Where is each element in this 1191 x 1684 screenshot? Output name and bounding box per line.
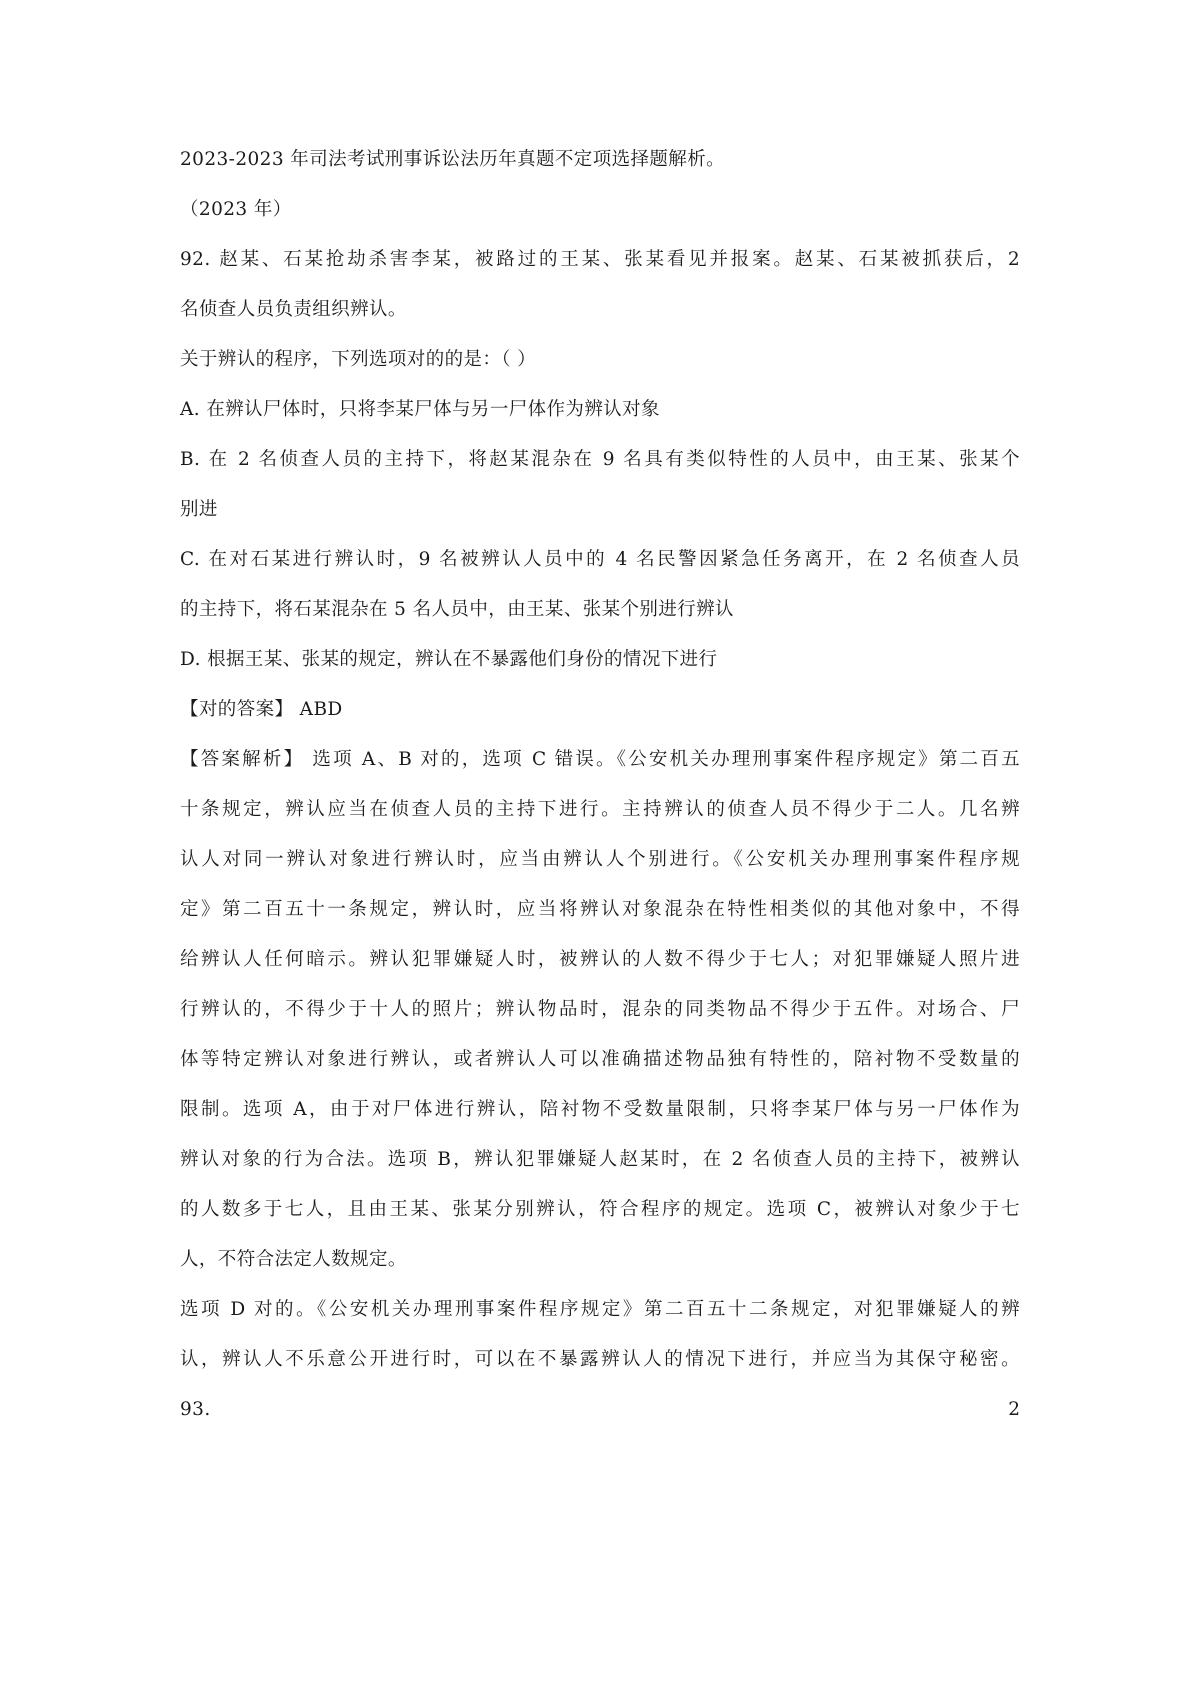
analysis-line-11: 人，不符合法定人数规定。 <box>180 1249 407 1270</box>
analysis-line-9: 辨认对象的行为合法。选项 B，辨认犯罪嫌疑人赵某时，在 2 名侦查人员的主持下，被辨认 <box>180 1149 1020 1170</box>
correct-answer: 【对的答案】 ABD <box>180 699 343 720</box>
year-heading: （2023 年） <box>180 199 292 220</box>
question-text-line-1: 92. 赵某、石某抢劫杀害李某，被路过的王某、张某看见并报案。赵某、石某被抓获后，2 <box>180 249 1020 270</box>
option-b-line-2: 别进 <box>180 499 218 520</box>
analysis-line-8: 限制。选项 A，由于对尸体进行辨认，陪衬物不受数量限制，只将李某尸体与另一尸体作为 <box>180 1099 1020 1120</box>
next-question-number: 93. <box>180 1399 211 1420</box>
option-d-explanation-line-2: 认，辨认人不乐意公开进行时，可以在不暴露辨认人的情况下进行，并应当为其保守秘密。 <box>180 1349 1020 1370</box>
analysis-line-7: 体等特定辨认对象进行辨认，或者辨认人可以准确描述物品独有特性的，陪衬物不受数量的 <box>180 1049 1020 1070</box>
analysis-line-6: 行辨认的，不得少于十人的照片；辨认物品时，混杂的同类物品不得少于五件。对场合、尸 <box>180 999 1020 1020</box>
analysis-line-1: 【答案解析】 选项 A、B 对的，选项 C 错误。《公安机关办理刑事案件程序规定》第二百五 <box>180 749 1020 770</box>
option-c-line-1: C. 在对石某进行辨认时，9 名被辨认人员中的 4 名民警因紧急任务离开，在 2 名侦查人员 <box>180 549 1020 570</box>
option-a: A. 在辨认尸体时，只将李某尸体与另一尸体作为辨认对象 <box>180 399 660 420</box>
analysis-line-3: 认人对同一辨认对象进行辨认时，应当由辨认人个别进行。《公安机关办理刑事案件程序规 <box>180 849 1020 870</box>
document-title: 2023-2023 年司法考试刑事诉讼法历年真题不定项选择题解析。 <box>180 149 725 170</box>
analysis-line-5: 给辨认人任何暗示。辨认犯罪嫌疑人时，被辨认的人数不得少于七人；对犯罪嫌疑人照片进 <box>180 949 1020 970</box>
option-b-line-1: B. 在 2 名侦查人员的主持下，将赵某混杂在 9 名具有类似特性的人员中，由王某、张某个 <box>180 449 1020 470</box>
option-d: D. 根据王某、张某的规定，辨认在不暴露他们身份的情况下进行 <box>180 649 718 670</box>
question-prompt: 关于辨认的程序，下列选项对的的是：（ ） <box>180 349 537 370</box>
option-d-explanation-line-1: 选项 D 对的。《公安机关办理刑事案件程序规定》第二百五十二条规定，对犯罪嫌疑人的辨 <box>180 1299 1020 1320</box>
question-text-line-2: 名侦查人员负责组织辨认。 <box>180 299 407 320</box>
analysis-line-2: 十条规定，辨认应当在侦查人员的主持下进行。主持辨认的侦查人员不得少于二人。几名辨 <box>180 799 1020 820</box>
page-number: 2 <box>1008 1399 1020 1420</box>
analysis-line-4: 定》第二百五十一条规定，辨认时，应当将辨认对象混杂在特性相类似的其他对象中，不得 <box>180 899 1020 920</box>
option-c-line-2: 的主持下，将石某混杂在 5 名人员中，由王某、张某个别进行辨认 <box>180 599 734 620</box>
analysis-line-10: 的人数多于七人，且由王某、张某分别辨认，符合程序的规定。选项 C，被辨认对象少于七 <box>180 1199 1020 1220</box>
